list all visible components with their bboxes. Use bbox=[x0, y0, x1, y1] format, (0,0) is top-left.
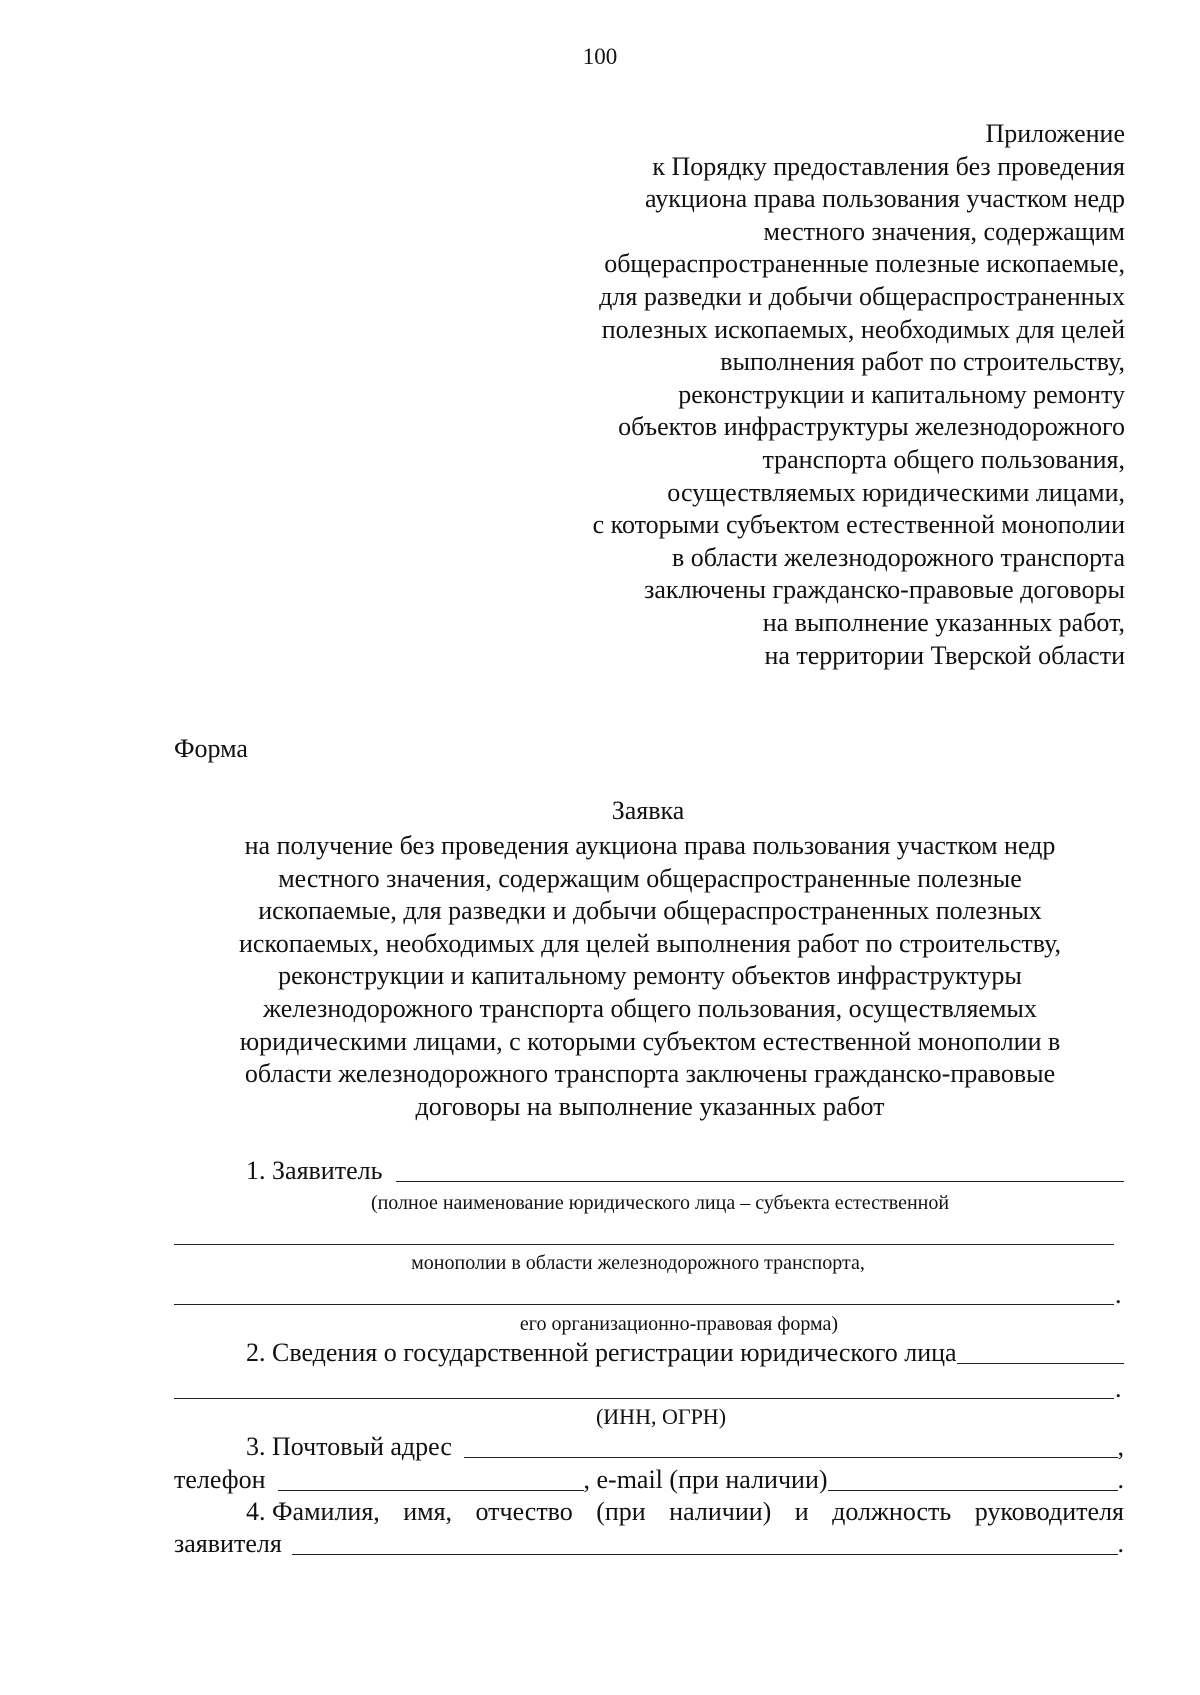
contact-row bbox=[174, 1465, 1124, 1495]
form-label: Форма bbox=[174, 734, 248, 763]
registration-field-line-2[interactable] bbox=[174, 1398, 1114, 1399]
applicant-field-line-2[interactable] bbox=[174, 1244, 1114, 1245]
applicant-hint-2: монополии в области железнодорожного транспорта, bbox=[411, 1252, 865, 1274]
head-field[interactable] bbox=[292, 1530, 1118, 1555]
applicant-field-line-3[interactable] bbox=[174, 1304, 1114, 1305]
registration-hint: (ИНН, ОГРН) bbox=[595, 1404, 727, 1429]
head-word: и bbox=[794, 1497, 809, 1526]
applicant-hint-3: его организационно-правовая форма) bbox=[519, 1313, 839, 1335]
head-word: 4. Фамилия, bbox=[246, 1497, 380, 1526]
head-word: руководителя bbox=[974, 1497, 1124, 1526]
subtitle-line: железнодорожного транспорта общего пользования, осуществляемых bbox=[263, 993, 1037, 1023]
subtitle-line: местного значения, содержащим общераспространенные полезные bbox=[278, 863, 1022, 893]
registration-row bbox=[174, 1338, 1124, 1368]
registration-field[interactable] bbox=[957, 1339, 1124, 1364]
appendix-line: к Порядку предоставления без проведения bbox=[652, 151, 1125, 181]
registration-label: 2. Сведения о государственной регистрации юридического лица bbox=[246, 1338, 957, 1367]
subtitle-line: ископаемые, для разведки и добычи общераспространенных полезных bbox=[258, 896, 1042, 926]
subtitle-line: ископаемых, необходимых для целей выполнения работ по строительству, bbox=[238, 928, 1062, 958]
email-field[interactable] bbox=[828, 1466, 1118, 1491]
subtitle-line: юридическими лицами, с которыми субъектом естественной монополии в bbox=[239, 1026, 1061, 1056]
appendix-line: Приложение bbox=[985, 119, 1125, 148]
appendix-line: в области железнодорожного транспорта bbox=[671, 542, 1125, 572]
head-word: имя, bbox=[403, 1497, 453, 1526]
postal-address-field[interactable] bbox=[464, 1433, 1118, 1458]
applicant-field[interactable] bbox=[396, 1157, 1124, 1182]
period: . bbox=[1115, 1374, 1122, 1403]
subtitle-line: на получение без проведения аукциона права пользования участком недр bbox=[244, 831, 1056, 860]
appendix-line: объектов инфраструктуры железнодорожного bbox=[618, 412, 1125, 442]
page-number: 100 bbox=[582, 44, 618, 69]
head-word: отчество bbox=[475, 1497, 573, 1526]
subtitle-line: области железнодорожного транспорта заключены гражданско-правовые bbox=[244, 1059, 1056, 1089]
appendix-line: аукциона права пользования участком недр bbox=[645, 184, 1125, 214]
subtitle-line: договоры на выполнение указанных работ bbox=[415, 1091, 885, 1121]
appendix-line: на выполнение указанных работ, bbox=[762, 607, 1125, 637]
postal-label: 3. Почтовый адрес bbox=[246, 1432, 452, 1461]
applicant-word: заявителя bbox=[174, 1529, 282, 1558]
form-fields bbox=[174, 0, 1124, 1695]
applicant-hint-1: (полное наименование юридического лица – субъекта естественной bbox=[370, 1192, 950, 1214]
head-word: наличии) bbox=[669, 1497, 772, 1526]
head-word: (при bbox=[596, 1497, 646, 1526]
head-row bbox=[174, 1497, 1124, 1527]
appendix-line: транспорта общего пользования, bbox=[762, 444, 1125, 474]
email-label: , e-mail (при наличии) bbox=[583, 1465, 828, 1494]
appendix-line: с которыми субъектом естественной монополии bbox=[592, 510, 1125, 540]
period: . bbox=[1117, 1465, 1124, 1494]
applicant-label: 1. Заявитель bbox=[246, 1156, 383, 1185]
application-title: Заявка bbox=[611, 796, 685, 825]
phone-field[interactable] bbox=[278, 1466, 584, 1491]
period: . bbox=[1115, 1280, 1122, 1309]
period: . bbox=[1117, 1529, 1124, 1558]
postal-row bbox=[174, 1432, 1124, 1462]
appendix-line: полезных ископаемых, необходимых для целей bbox=[601, 314, 1125, 344]
appendix-line: заключены гражданско-правовые договоры bbox=[644, 575, 1125, 605]
head-word: должность bbox=[832, 1497, 952, 1526]
phone-label: телефон bbox=[174, 1465, 266, 1494]
appendix-line: местного значения, содержащим bbox=[763, 216, 1125, 246]
comma: , bbox=[1117, 1432, 1124, 1461]
appendix-line: общераспространенные полезные ископаемые, bbox=[604, 249, 1125, 279]
appendix-line: реконструкции и капитальному ремонту bbox=[678, 379, 1125, 409]
appendix-line: на территории Тверской области bbox=[764, 640, 1125, 670]
appendix-line: осуществляемых юридическими лицами, bbox=[667, 477, 1125, 507]
appendix-line: выполнения работ по строительству, bbox=[720, 347, 1125, 377]
appendix-line: для разведки и добычи общераспространенных bbox=[599, 281, 1125, 311]
head-field-row bbox=[174, 1529, 1124, 1559]
subtitle-line: реконструкции и капитальному ремонту объектов инфраструктуры bbox=[278, 961, 1022, 991]
applicant-row bbox=[174, 1156, 1124, 1186]
